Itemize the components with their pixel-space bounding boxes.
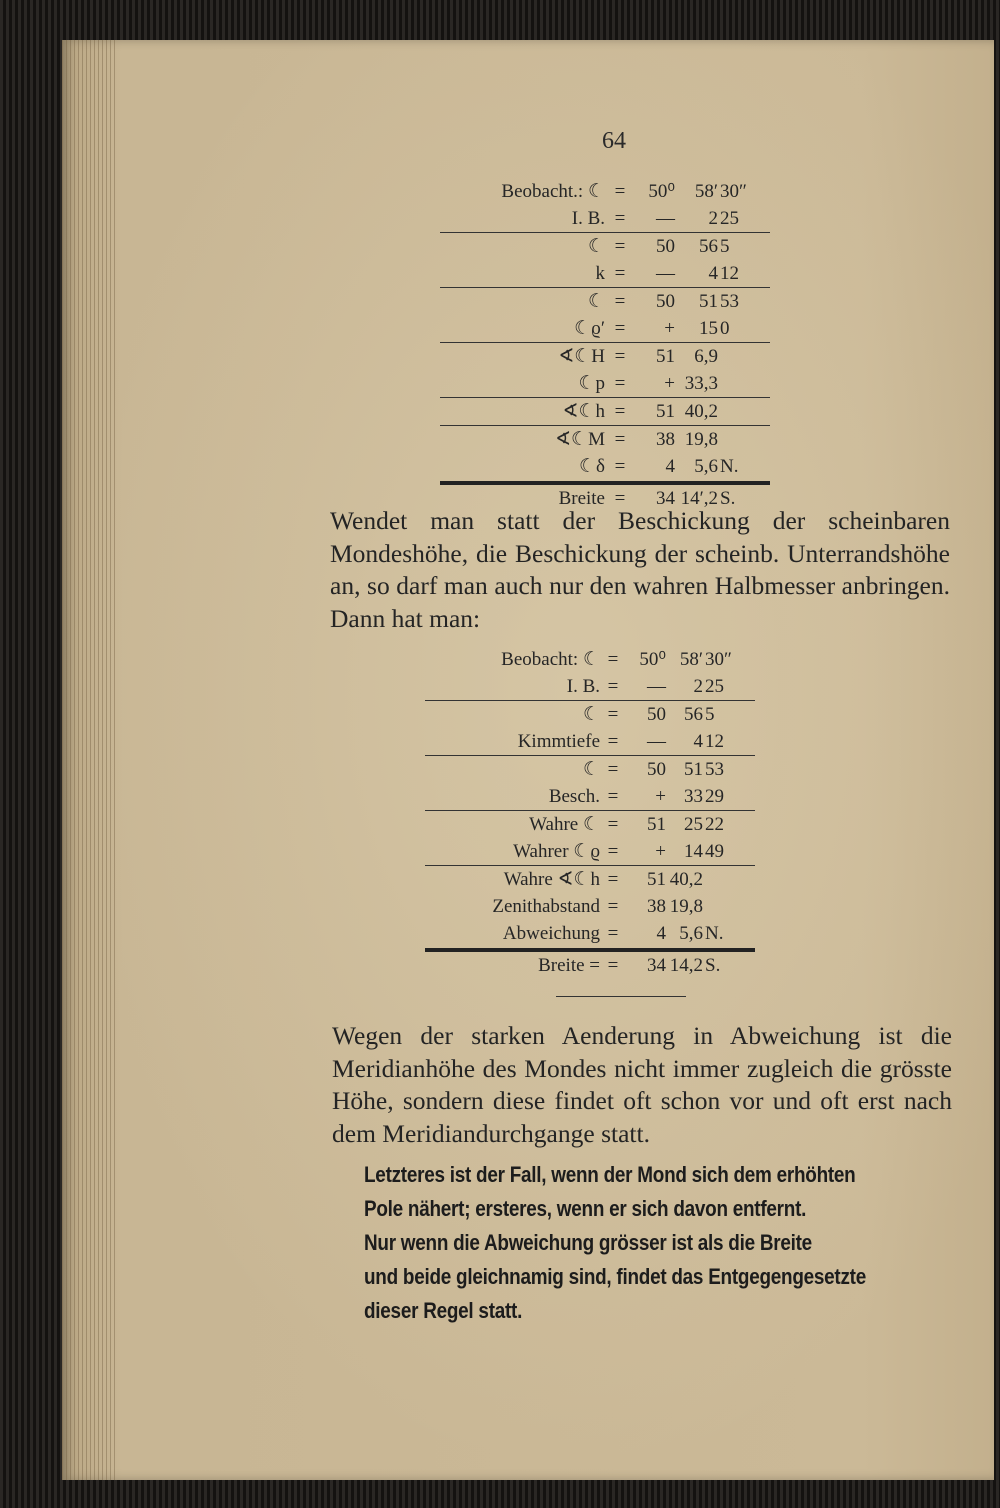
- table-row: [440, 178, 770, 205]
- table-row: [425, 756, 755, 783]
- result-label: Breite =: [538, 955, 600, 976]
- result-row: [425, 952, 755, 979]
- cell-v3: N.: [720, 456, 739, 477]
- result-v2: 14′,2: [680, 488, 718, 509]
- cell-v1: +: [655, 841, 666, 862]
- paragraph-meridianhoehe: Wegen der starken Aenderung in Abweichung ist die Meridianhöhe des Mondes nicht immer zugleich die grösste Höhe, sondern diese findet oft schon vor und oft erst nach dem Meridiandurchgange statt.: [332, 1021, 952, 1148]
- cell-v2: 51: [684, 759, 703, 780]
- cell-v1: 51: [647, 814, 666, 835]
- table-row: [425, 701, 755, 728]
- cell-v3: 30″: [705, 649, 732, 670]
- cell-v2: 5,6: [694, 456, 718, 477]
- note-line: Letzteres ist der Fall, wenn der Mond sich dem erhöhten: [364, 1162, 856, 1187]
- cell-v2: 14: [684, 841, 703, 862]
- cell-v2: 19,8: [669, 896, 703, 917]
- table-row: [440, 426, 770, 453]
- cell-label: Beobacht.: ☾: [501, 181, 605, 202]
- cell-v1: —: [647, 731, 666, 752]
- cell-v3: 29: [705, 786, 724, 807]
- table-row: [425, 811, 755, 838]
- cell-v2: 56: [684, 704, 703, 725]
- cell-v1: +: [664, 373, 675, 394]
- result-v3: S.: [720, 488, 736, 509]
- cell-eq: =: [614, 291, 626, 312]
- cell-v3: 53: [705, 759, 724, 780]
- cell-v2: 33: [684, 786, 703, 807]
- cell-v2: 15: [699, 318, 718, 339]
- cell-eq: =: [607, 814, 619, 835]
- table-row: [425, 866, 755, 893]
- cell-v1: 38: [647, 896, 666, 917]
- cell-v1: 38: [656, 429, 675, 450]
- cell-label: ☾: [587, 291, 605, 312]
- cell-v2: 40,2: [684, 401, 718, 422]
- section-divider: [556, 996, 686, 997]
- cell-eq: =: [607, 869, 619, 890]
- table-row: [440, 343, 770, 370]
- cell-v2: 2: [708, 208, 718, 229]
- cell-eq: =: [614, 263, 626, 284]
- result-v2: 14,2: [669, 955, 703, 976]
- cell-v3: N.: [705, 923, 724, 944]
- cell-v1: 50: [647, 704, 666, 725]
- cell-label: Wahre ☾: [529, 814, 600, 835]
- cell-eq: =: [607, 841, 619, 862]
- cell-eq: =: [607, 759, 619, 780]
- cell-v2: 2: [693, 676, 703, 697]
- cell-eq: =: [614, 373, 626, 394]
- cell-label: k: [595, 263, 605, 284]
- cell-v2: 4: [708, 263, 718, 284]
- cell-v3: 12: [705, 731, 724, 752]
- cell-label: I. B.: [571, 208, 605, 229]
- note-line: dieser Regel statt.: [364, 1298, 523, 1323]
- cell-v3: 0: [720, 318, 730, 339]
- cell-label: ☾: [582, 704, 600, 725]
- result-v3: S.: [705, 955, 721, 976]
- note-line: und beide gleichnamig sind, findet das Entgegengesetzte: [364, 1264, 866, 1289]
- cell-eq: =: [614, 181, 626, 202]
- cell-label: ☾δ: [579, 456, 605, 477]
- cell-eq: =: [614, 456, 626, 477]
- table-row: [425, 673, 755, 700]
- cell-v3: 53: [720, 291, 739, 312]
- cell-v2: 40,2: [669, 869, 703, 890]
- table-row: [425, 838, 755, 865]
- note-line: Nur wenn die Abweichung grösser ist als die Breite: [364, 1230, 812, 1255]
- table-row: [425, 783, 755, 810]
- result-eq: =: [614, 488, 626, 509]
- cell-label: ☾p: [578, 373, 605, 394]
- cell-v1: +: [655, 786, 666, 807]
- table-row: [425, 893, 755, 920]
- cell-label: ∢☾H: [558, 346, 605, 367]
- cell-v2: 19,8: [684, 429, 718, 450]
- cell-label: Kimmtiefe: [517, 731, 600, 752]
- page-number: 64: [602, 128, 626, 154]
- handwritten-note: [364, 1158, 871, 1328]
- note-line: Pole nähert; ersteres, wenn er sich davon entfernt.: [364, 1196, 807, 1221]
- table-row: [440, 398, 770, 425]
- cell-eq: =: [607, 786, 619, 807]
- cell-v1: 50⁰: [639, 649, 666, 670]
- table-row: [440, 233, 770, 260]
- cell-label: ☾: [587, 236, 605, 257]
- cell-v3: 25: [720, 208, 739, 229]
- cell-v1: 50: [656, 291, 675, 312]
- cell-label: ☾ϱ′: [574, 318, 605, 339]
- table-row: [440, 205, 770, 232]
- cell-eq: =: [607, 731, 619, 752]
- computation-table-2: [425, 646, 755, 979]
- cell-v3: 5: [720, 236, 730, 257]
- cell-v2: 58′: [694, 181, 718, 202]
- cell-v3: 5: [705, 704, 715, 725]
- cell-label: Zenithabstand: [492, 896, 600, 917]
- cell-v1: +: [664, 318, 675, 339]
- table-row: [425, 920, 755, 947]
- cell-label: Wahre ∢☾h: [503, 869, 600, 890]
- cell-v1: 51: [656, 346, 675, 367]
- cell-label: ☾: [582, 759, 600, 780]
- cell-v2: 25: [684, 814, 703, 835]
- cell-v1: 50⁰: [648, 181, 675, 202]
- cell-eq: =: [607, 676, 619, 697]
- cell-label: Abweichung: [502, 923, 600, 944]
- cell-v1: —: [656, 263, 675, 284]
- cell-v1: 50: [647, 759, 666, 780]
- cell-v3: 49: [705, 841, 724, 862]
- cell-eq: =: [607, 704, 619, 725]
- cell-v1: 4: [656, 923, 666, 944]
- cell-v3: 25: [705, 676, 724, 697]
- cell-v3: 30″: [720, 181, 747, 202]
- cell-eq: =: [607, 896, 619, 917]
- cell-eq: =: [614, 346, 626, 367]
- cell-label: Wahrer ☾ϱ: [513, 841, 600, 862]
- cell-eq: =: [607, 649, 619, 670]
- cell-v1: —: [647, 676, 666, 697]
- table-row: [425, 728, 755, 755]
- cell-v1: 4: [665, 456, 675, 477]
- table-row: [440, 288, 770, 315]
- cell-v3: 22: [705, 814, 724, 835]
- cell-eq: =: [614, 318, 626, 339]
- table-row: [440, 315, 770, 342]
- cell-label: Beobacht: ☾: [501, 649, 600, 670]
- cell-label: I. B.: [566, 676, 600, 697]
- paragraph-beschickung: Wendet man statt der Beschickung der scheinbaren Mondeshöhe, die Beschickung der scheinb. Unterrandshöhe an, so darf man auch nur den wahren Halbmesser anbringen. Dann hat man:: [330, 506, 950, 633]
- cell-v1: 51: [656, 401, 675, 422]
- page-stack-edges: [62, 40, 117, 1480]
- cell-v2: 33,3: [684, 373, 718, 394]
- table-row: [440, 453, 770, 480]
- cell-v2: 56: [699, 236, 718, 257]
- cell-eq: =: [614, 236, 626, 257]
- cell-eq: =: [614, 429, 626, 450]
- cell-v1: —: [656, 208, 675, 229]
- cell-eq: =: [607, 923, 619, 944]
- table-row: [440, 260, 770, 287]
- result-label: Breite: [558, 488, 605, 509]
- cell-v2: 51: [699, 291, 718, 312]
- computation-table-1: [440, 178, 770, 512]
- result-eq: =: [607, 955, 619, 976]
- cell-v2: 4: [693, 731, 703, 752]
- cell-eq: =: [614, 208, 626, 229]
- cell-eq: =: [614, 401, 626, 422]
- cell-v3: 12: [720, 263, 739, 284]
- cell-label: ∢☾M: [555, 429, 605, 450]
- cell-v1: 51: [647, 869, 666, 890]
- table-row: [440, 370, 770, 397]
- result-v1: 34: [647, 955, 666, 976]
- cell-label: ∢☾h: [562, 401, 605, 422]
- cell-v2: 5,6: [679, 923, 703, 944]
- table-row: [425, 646, 755, 673]
- cell-label: Besch.: [548, 786, 600, 807]
- cell-v2: 6,9: [694, 346, 718, 367]
- result-v1: 34: [656, 488, 675, 509]
- cell-v1: 50: [656, 236, 675, 257]
- cell-v2: 58′: [679, 649, 703, 670]
